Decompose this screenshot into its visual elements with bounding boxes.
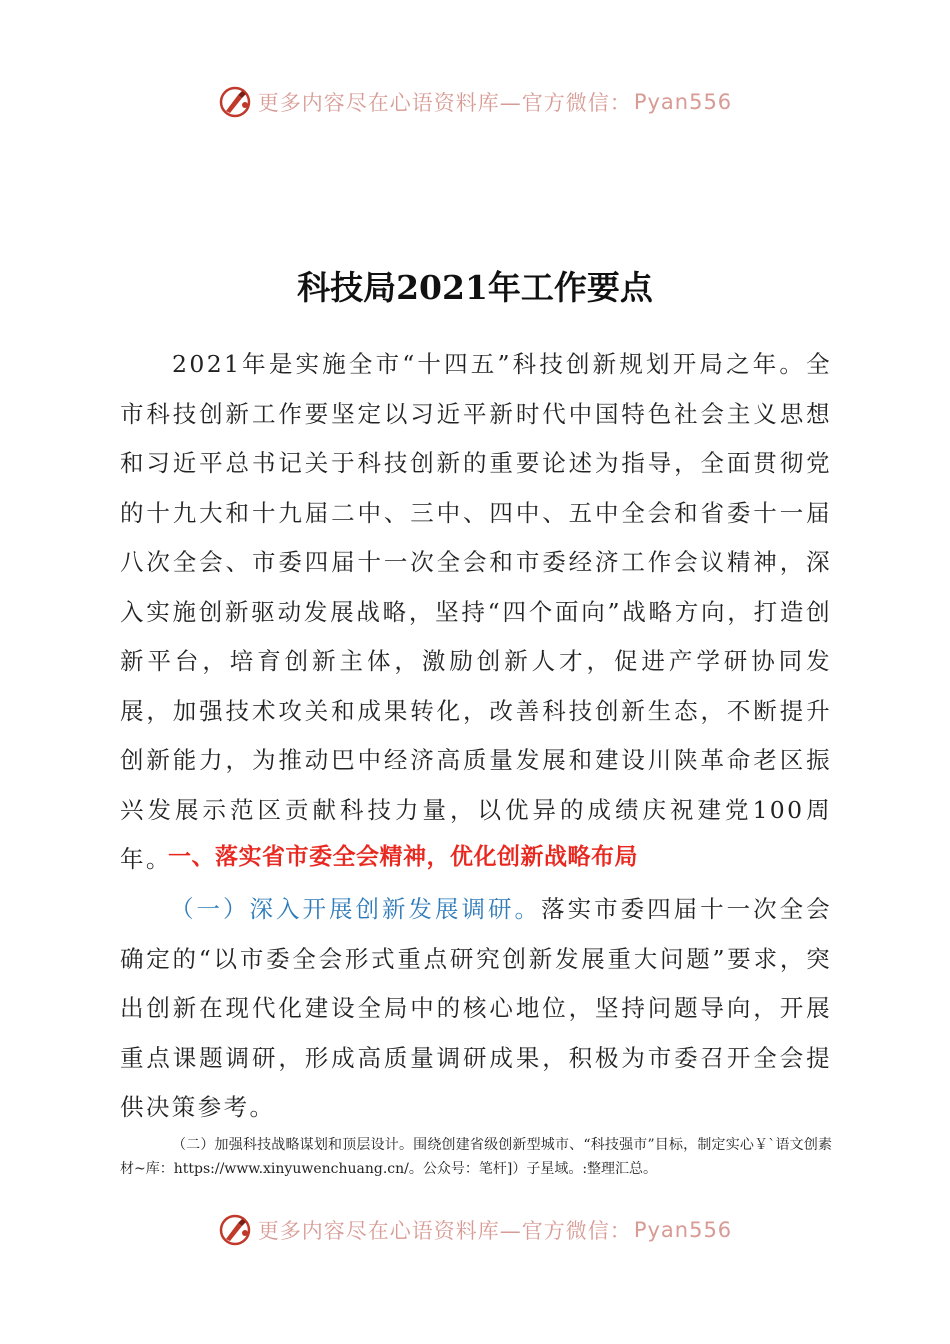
watermark-footer [0, 1210, 950, 1250]
intro-paragraph: 2021年是实施全市“十四五”科技创新规划开局之年。全市科技创新工作要坚定以习近平新时代中国特色社会主义思想和习近平总书记关于科技创新的重要论述为指导，全面贯彻党的十九大和十九届二中、三中、四中、五中全会和省委十一届八次全会、市委四届十一次全会和市委经济工作会议精神，深入实施创新驱动发展战略，坚持“四个面向”战略方向，打造创新平台，培育创新主体，激励创新人才，促进产学研协同发展，加强技术攻关和成果转化，改善科技创新生态，不断提升创新能力，为推动巴中经济高质量发展和建设川陕革命老区振兴发展示范区贡献科技力量，以优异的成绩庆祝建党100周年。 [120, 350, 832, 873]
pen-logo-icon [218, 85, 252, 119]
item-paragraph [120, 885, 832, 1133]
section-heading: 一、落实省市委全会精神，优化创新战略布局 [168, 844, 638, 870]
pen-logo-icon [218, 1213, 252, 1247]
watermark-account: Pyan556 [633, 1218, 733, 1242]
watermark-text: 更多内容尽在心语资料库—官方微信： [257, 91, 632, 115]
watermark-account: Pyan556 [633, 90, 733, 114]
item-subheading: （一）深入开展创新发展调研。 [170, 895, 542, 923]
watermark-text: 更多内容尽在心语资料库—官方微信： [257, 1219, 632, 1243]
document-title: 科技局2021年工作要点 [297, 268, 653, 307]
item-body: 落实市委四届十一次全会确定的“以市委全会形式重点研究创新发展重大问题”要求，突出创新在现代化建设全局中的核心地位，坚持问题导向，开展重点课题调研，形成高质量调研成果，积极为市委召开全会提供决策参考。 [120, 895, 832, 1121]
watermark-header [0, 82, 950, 122]
footnote-text: （二）加强科技战略谋划和顶层设计。围绕创建省级创新型城市、“科技强市”目标，制定实心￥`语文创素材~库：https://www.xinyuwenchuang.cn/。公众号：笔杆]）子星域。:整理汇总。 [120, 1137, 832, 1177]
